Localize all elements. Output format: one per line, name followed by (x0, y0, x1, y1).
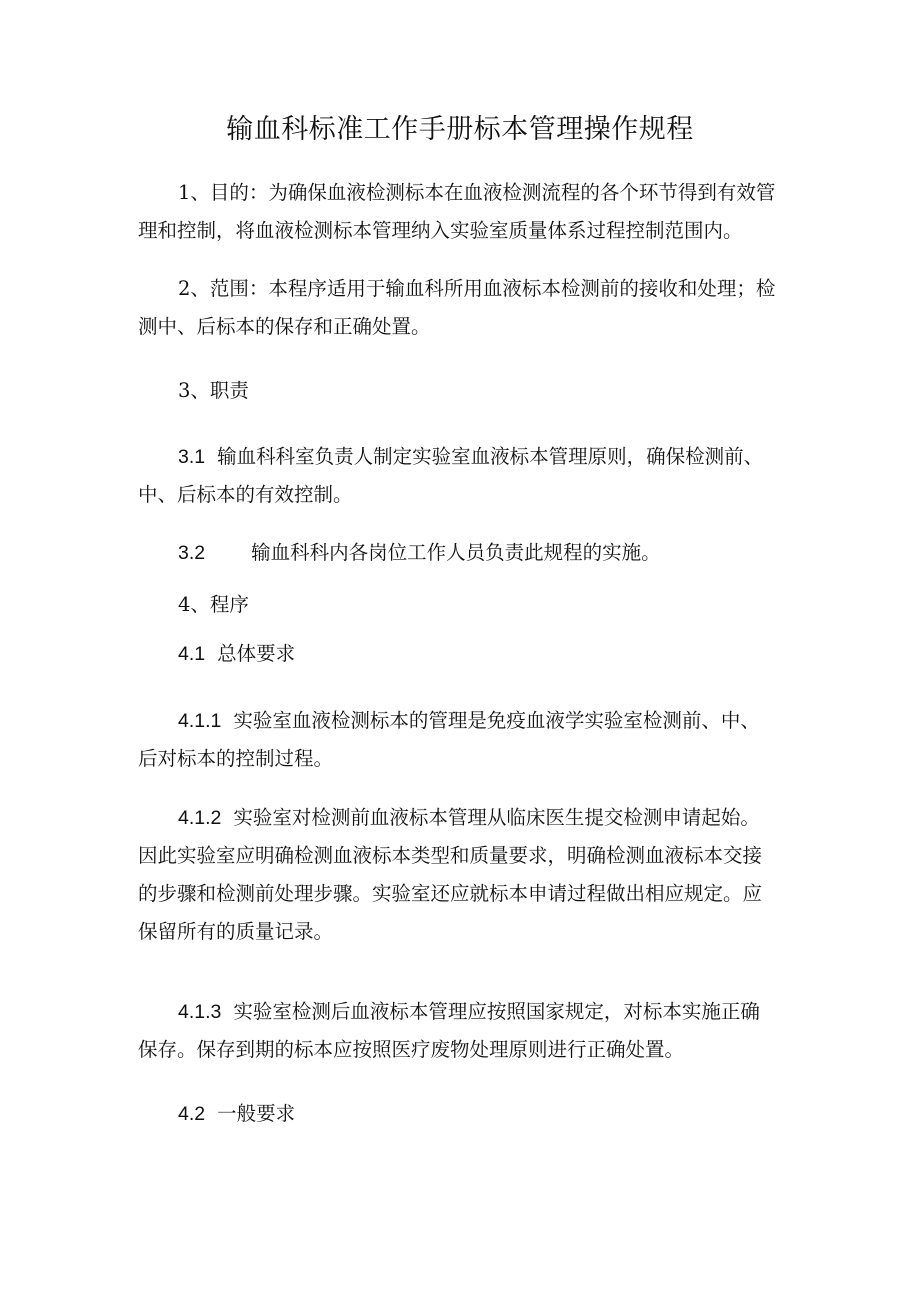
paragraph-line: 后对标本的控制过程。 (138, 747, 334, 770)
section-3-heading (138, 372, 786, 410)
page-title: 输血科标准工作手册标本管理操作规程 (226, 114, 694, 145)
paragraph-line: 保存。保存到期的标本应按照医疗废物处理原则进行正确处置。 (138, 1038, 685, 1061)
section-4-1-1 (138, 702, 786, 778)
clause-number: 4.1.2 (178, 807, 222, 829)
clause-text: 实验室血液检测标本的管理是免疫血液学实验室检测前、中、 (233, 709, 760, 732)
clause-text: 输血科科室负责人制定实验室血液标本管理原则，确保检测前、 (217, 445, 764, 468)
section-4-1-2 (138, 799, 786, 951)
paragraph-line (138, 799, 786, 837)
clause-text: 实验室检测后血液标本管理应按照国家规定，对标本实施正确 (233, 1000, 760, 1023)
section-4-1 (138, 635, 786, 673)
section-4-2 (138, 1095, 786, 1133)
paragraph-line: 中、后标本的有效控制。 (138, 483, 353, 506)
section-3-2 (138, 534, 786, 572)
section-1-purpose (138, 174, 786, 250)
clause-number: 4.2 (178, 1103, 206, 1125)
section-heading: 3、职责 (178, 379, 249, 402)
paragraph-line: 的步骤和检测前处理步骤。实验室还应就标本申请过程做出相应规定。应 (138, 882, 763, 905)
paragraph-line: 理和控制，将血液检测标本管理纳入实验室质量体系过程控制范围内。 (138, 219, 743, 242)
section-3-1 (138, 438, 786, 514)
paragraph-line (138, 993, 786, 1031)
section-4-1-3 (138, 993, 786, 1069)
clause-text: 输血科科内各岗位工作人员负责此规程的实施。 (251, 541, 661, 564)
section-4-heading (138, 586, 786, 624)
clause-number: 3.1 (178, 446, 206, 468)
clause-number: 3.2 (178, 542, 206, 564)
clause-number: 4.1 (178, 643, 206, 665)
section-2-scope (138, 270, 786, 346)
clause-number: 4.1.3 (178, 1001, 222, 1023)
clause-text: 实验室对检测前血液标本管理从临床医生提交检测申请起始。 (233, 806, 760, 829)
paragraph-line: 保留所有的质量记录。 (138, 920, 334, 943)
clause-number: 4.1.1 (178, 710, 222, 732)
paragraph-line (138, 438, 786, 476)
clause-text: 一般要求 (217, 1102, 296, 1125)
paragraph-line (138, 1095, 786, 1133)
paragraph-line: 测中、后标本的保存和正确处置。 (138, 315, 431, 338)
paragraph-line (138, 635, 786, 673)
paragraph-line (138, 702, 786, 740)
paragraph-line: 因此实验室应明确检测血液标本类型和质量要求，明确检测血液标本交接 (138, 844, 763, 867)
paragraph-line: 1、目的：为确保血液检测标本在血液检测流程的各个环节得到有效管 (178, 181, 776, 204)
clause-text: 总体要求 (217, 642, 296, 665)
paragraph-line: 2、范围：本程序适用于输血科所用血液标本检测前的接收和处理；检 (178, 277, 776, 300)
paragraph-line (138, 534, 786, 572)
section-heading: 4、程序 (178, 593, 249, 616)
